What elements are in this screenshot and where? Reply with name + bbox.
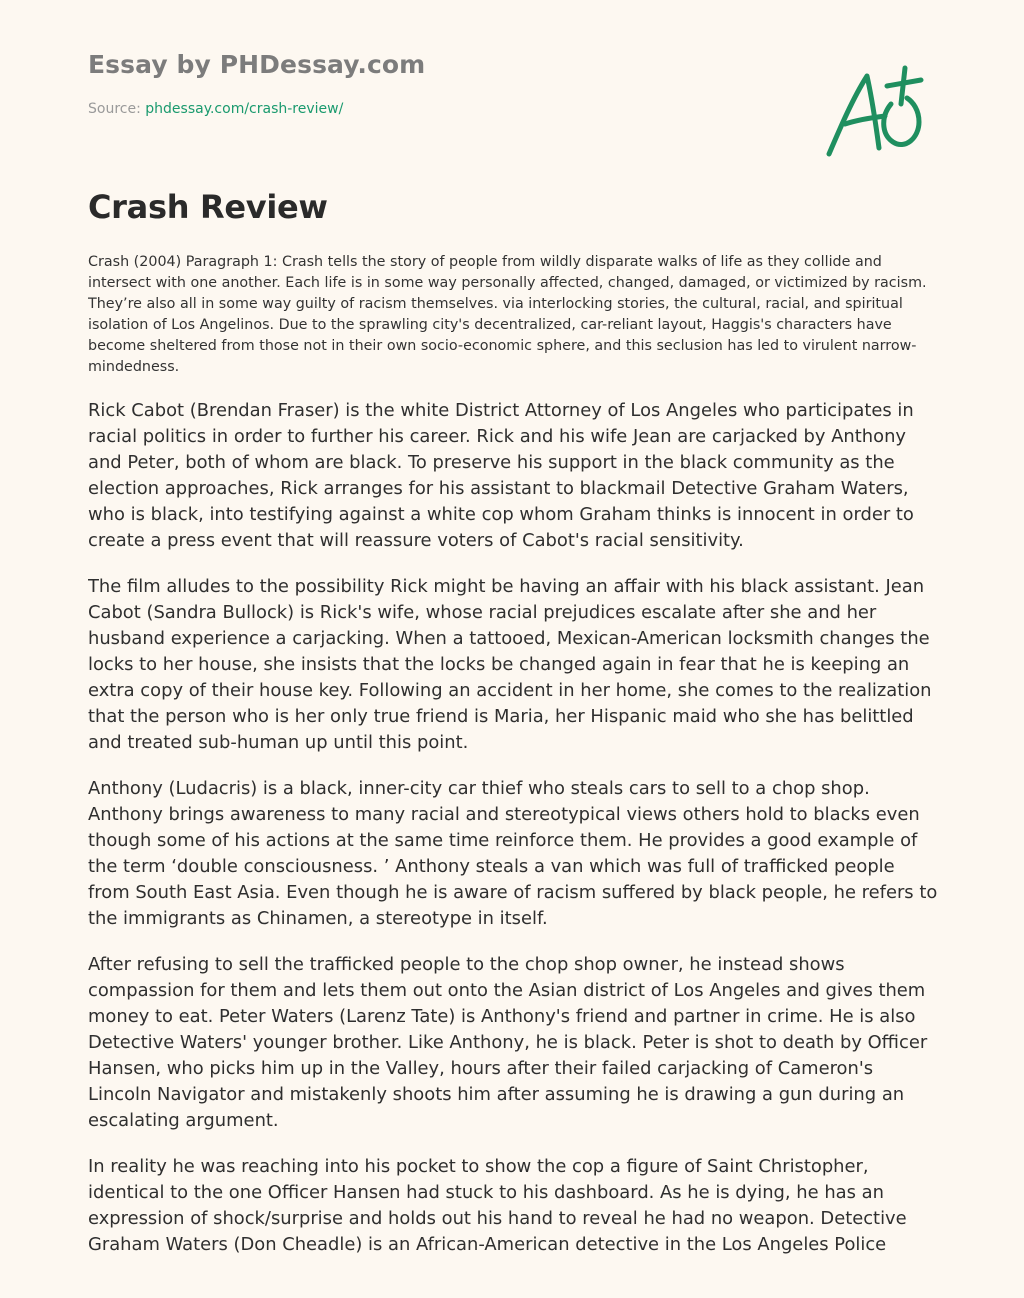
essay-title: Crash Review [88, 188, 328, 226]
paragraph: After refusing to sell the trafficked people to the chop shop owner, he instead shows compassion for them and lets them out onto the Asian district of Los Angeles and gives them money to eat. Peter Waters (Larenz Tate) is Anthony's friend and partner in crime. He is also Detective Waters' younger brother. Like Anthony, he is black. Peter is shot to death by Officer Hansen, who picks him up in the Valley, hours after their failed carjacking of Cameron's Lincoln Navigator and mistakenly shoots him after assuming he is drawing a gun during an escalating argument. [88, 954, 928, 1131]
paragraph: In reality he was reaching into his pocket to show the cop a figure of Saint Christopher, identical to the one Officer Hansen had stuck to his dashboard. As he is dying, he has an expression of shock/surprise and holds out his hand to reveal he had no weapon. Detective Graham Waters (Don Cheadle) is an African-American detective in the Los Angeles Police [88, 1156, 907, 1255]
paragraph: Rick Cabot (Brendan Fraser) is the white District Attorney of Los Angeles who participates in racial politics in order to further his career. Rick and his wife Jean are carjacked by Anthony and Peter, both of whom are black. To preserve his support in the black community as the election approaches, Rick arranges for his assistant to blackmail Detective Graham Waters, who is black, into testifying against a white cop whom Graham thinks is innocent in order to create a press event that will reassure voters of Cabot's racial sensitivity. [88, 400, 914, 551]
source-line [88, 101, 343, 117]
document-page [88, 0, 938, 1298]
intro-paragraph: Crash (2004) Paragraph 1: Crash tells the story of people from wildly disparate walks of life as they collide and intersect with one another. Each life is in some way personally affected, changed, damaged, or victimized by racism. They’re also all in some way guilty of racism themselves. via interlocking stories, the cultural, racial, and spiritual isolation of Los Angelinos. Due to the sprawling city's decentralized, car-reliant layout, Haggis's characters have become sheltered from those not in their own socio-economic sphere, and this seclusion has led to virulent narrow-mindedness. [88, 254, 927, 375]
essay-body [88, 398, 938, 1278]
source-label: Source: [88, 101, 146, 117]
paragraph: Anthony (Ludacris) is a black, inner-city car thief who steals cars to sell to a chop shop. Anthony brings awareness to many racial and stereotypical views others hold to blacks even though some of his actions at the same time reinforce them. He provides a good example of the term ‘double consciousness. ’ Anthony steals a van which was full of trafficked people from South East Asia. Even though he is aware of racism suffered by black people, he refers to the immigrants as Chinamen, a stereotype in itself. [88, 778, 938, 929]
paragraph: The film alludes to the possibility Rick might be having an affair with his black assistant. Jean Cabot (Sandra Bullock) is Rick's wife, whose racial prejudices escalate after she and her husband experience a carjacking. When a tattooed, Mexican-American locksmith changes the locks to her house, she insists that the locks be changed again in fear that he is keeping an extra copy of their house key. Following an accident in her home, she comes to the realization that the person who is her only true friend is Maria, her Hispanic maid who she has belittled and treated sub-human up until this point. [88, 576, 932, 753]
source-link[interactable]: phdessay.com/crash-review/ [145, 101, 344, 117]
site-title: Essay by PHDessay.com [88, 50, 426, 79]
a-plus-logo-icon [823, 64, 927, 160]
